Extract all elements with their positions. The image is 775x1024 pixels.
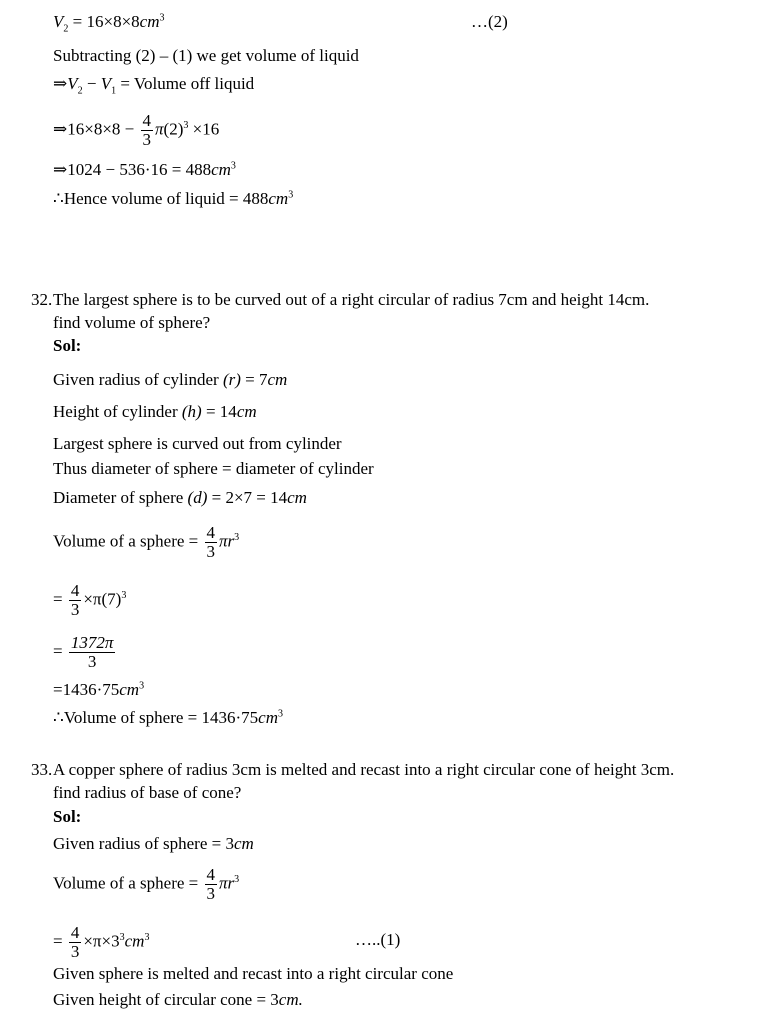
- question-33-line1: A copper sphere of radius 3cm is melted and recast into a right circular cone of height 3cm.: [53, 760, 675, 779]
- fraction: $\frac{4}{3}$: [70, 581, 80, 619]
- q32-step1: = $\frac{4}{3}$ $\times\pi(7)^3$: [53, 581, 127, 619]
- v2-unit: cm: [139, 12, 160, 31]
- equation-ref-1: …..(1): [355, 930, 401, 949]
- fraction: $\frac{4}{3}$: [206, 523, 215, 561]
- v2-rhs: = 16×8×8: [68, 12, 140, 31]
- fraction: $\frac{1372\pi}{3}$: [70, 633, 114, 671]
- fraction: $\frac{4}{3}$: [70, 923, 80, 961]
- q32-step2: = $\frac{1372\pi}{3}$: [53, 633, 114, 671]
- q33-step1: = $\frac{4}{3}$ $\times\pi\times 3^3cm^3$: [53, 923, 150, 961]
- q32-radius-line: Given radius of cylinder (r) = 7cm: [53, 370, 288, 389]
- solution-label-33: Sol:: [53, 807, 82, 826]
- q33-radius-line: Given radius of sphere = 3cm: [53, 834, 254, 853]
- q32-diameter-line: Diameter of sphere (d) = 2×7 = 14cm: [53, 488, 307, 507]
- q32-curved-line: Largest sphere is curved out from cylinder: [53, 434, 342, 453]
- equation-ref-2: …(2): [471, 12, 508, 31]
- q32-height-line: Height of cylinder (h) = 14cm: [53, 402, 257, 421]
- implication-3: ⇒1024 − $536\cdot 16 = 488cm^3$: [53, 160, 236, 179]
- subtract-line: Subtracting (2) – (1) we get volume of liquid: [53, 46, 359, 65]
- q32-thus-line: Thus diameter of sphere = diameter of cylinder: [53, 459, 374, 478]
- v2-symbol: V: [53, 12, 64, 31]
- implication-1: $\Rightarrow V_2 - V_1$ = Volume off liquid: [53, 74, 255, 97]
- question-32-line2: find volume of sphere?: [53, 313, 211, 332]
- implication-2: ⇒16×8×8 − $\frac{4}{3}$ $\pi(2)^3 \times 16$: [53, 111, 220, 149]
- solution-label-32: Sol:: [53, 336, 82, 355]
- v2-equation: [53, 12, 165, 35]
- q32-volume-formula: Volume of a sphere = $\frac{4}{3}$ $\pi r^3$: [53, 523, 240, 561]
- v2-subscript: 2: [63, 23, 69, 35]
- q33-volume-formula: Volume of a sphere = $\frac{4}{3}$ $\pi r^3$: [53, 865, 240, 903]
- q33-height-line: Given height of circular cone = 3cm.: [53, 990, 303, 1009]
- question-33-line2: find radius of base of cone?: [53, 783, 242, 802]
- question-number-33: 33.: [31, 760, 53, 779]
- question-32-line1: The largest sphere is to be curved out of a right circular of radius 7cm and height 14cm.: [53, 290, 650, 309]
- fraction: $\frac{4}{3}$: [206, 865, 215, 903]
- q32-step3: $=1436\cdot 75cm^3$: [53, 680, 145, 699]
- hence-line: ∴Hence volume of liquid = $488cm^3$: [53, 189, 294, 208]
- fraction: $\frac{4}{3}$: [142, 111, 152, 149]
- q33-recast-line: Given sphere is melted and recast into a right circular cone: [53, 964, 454, 983]
- v2-exponent: 3: [159, 12, 165, 24]
- question-number-32: 32.: [31, 290, 53, 309]
- q32-final: ∴Volume of sphere = $1436\cdot 75cm^3$: [53, 708, 283, 727]
